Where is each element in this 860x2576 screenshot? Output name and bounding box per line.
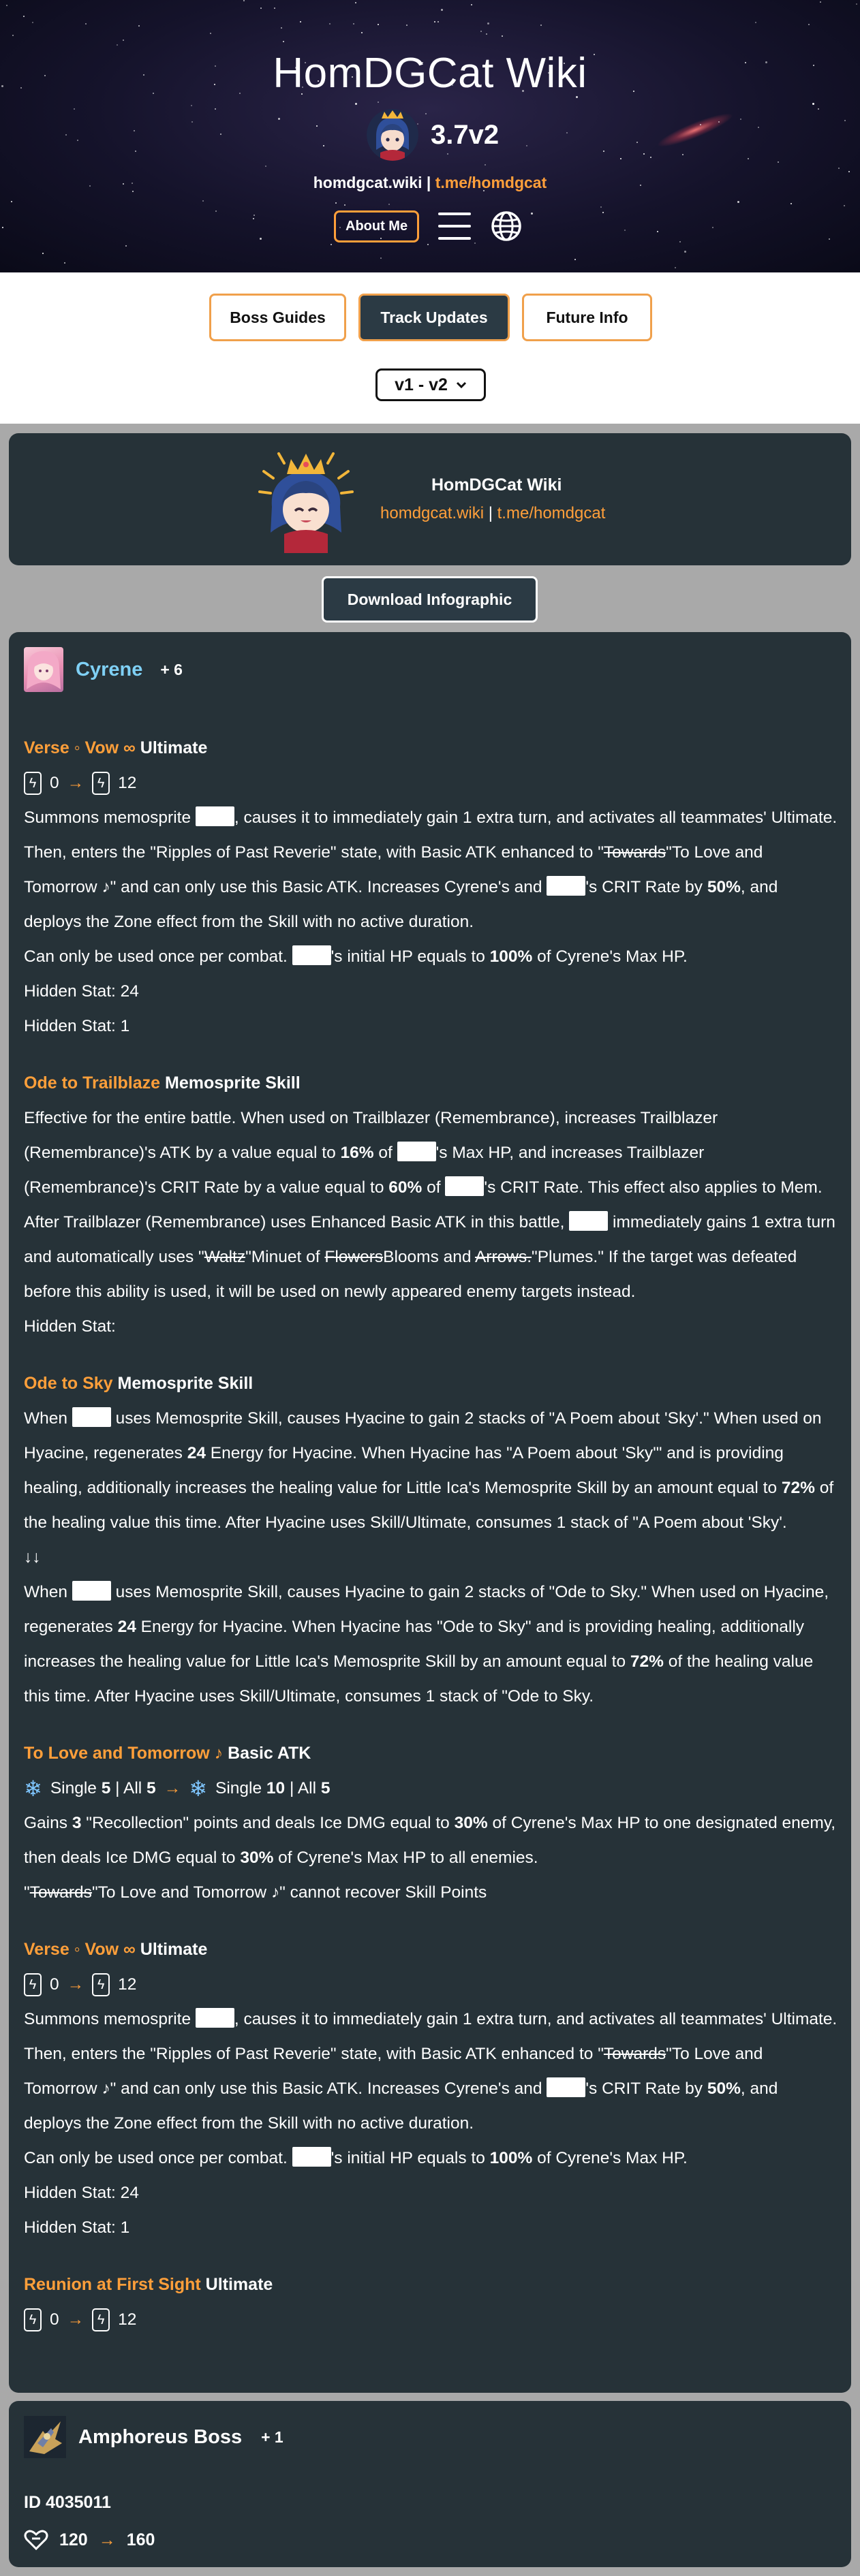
star-decoration — [316, 125, 318, 127]
star-decoration — [838, 168, 840, 169]
star-decoration — [441, 9, 443, 11]
star-decoration — [355, 2, 356, 3]
mascot-image — [251, 444, 360, 553]
star-decoration — [718, 121, 720, 123]
energy-icon: ϟ — [92, 2308, 110, 2331]
nav-area — [0, 272, 860, 424]
hidden-stat: Hidden Stat: 24 — [24, 982, 139, 1001]
star-decoration — [540, 25, 542, 26]
star-decoration — [566, 132, 568, 133]
star-decoration — [361, 32, 363, 33]
ability-title: Ode to Trailblaze Memosprite Skill — [24, 1073, 301, 1093]
star-decoration — [748, 158, 749, 159]
redacted-name — [292, 2147, 331, 2167]
star-decoration — [202, 200, 204, 202]
star-decoration — [23, 16, 25, 17]
ice-icon: ❄ — [189, 1776, 207, 1801]
wiki-banner — [9, 433, 851, 565]
redacted-name — [547, 876, 585, 896]
redacted-name — [397, 1142, 436, 1161]
header-links — [0, 174, 860, 192]
change-arrows: ↓↓ — [24, 1548, 41, 1567]
toughness-change: ❄ Single 5 | All 5 → ❄ Single 10 | All 5 — [24, 1771, 839, 1806]
header-actions — [334, 210, 523, 242]
ability-description: Gains 3 "Recollection" points and deals Ice DMG equal to 30% of Cyrene's Max HP to one designated enemy, then deals Ice DMG equal to 30% of Cyrene's Max HP to all enemies. — [24, 1814, 836, 1867]
star-decoration — [260, 238, 262, 240]
boss-id: ID 4035011 — [24, 2493, 111, 2512]
star-decoration — [700, 124, 701, 125]
tab-track-updates[interactable]: Track Updates — [358, 294, 510, 341]
star-decoration — [650, 157, 651, 158]
boss-portrait-icon — [24, 2416, 66, 2458]
character-portrait-icon — [24, 647, 63, 692]
hidden-stat: Hidden Stat: 1 — [24, 1017, 130, 1035]
star-decoration — [378, 101, 379, 103]
star-decoration — [74, 108, 75, 110]
star-decoration — [755, 22, 756, 23]
redacted-name — [196, 2008, 234, 2028]
star-decoration — [712, 227, 713, 228]
star-decoration — [471, 4, 472, 5]
star-decoration — [335, 202, 337, 204]
change-count: + 1 — [261, 2428, 283, 2446]
banner-title: HomDGCat Wiki — [431, 475, 562, 494]
version-select-value: v1 - v2 — [395, 375, 448, 394]
link-separator: | — [422, 174, 435, 191]
ability-description: Can only be used once per combat. 's initial HP equals to 100% of Cyrene's Max HP. — [24, 2141, 839, 2176]
energy-change: ϟ 0 → ϟ 12 — [24, 766, 839, 800]
ability-description: "Towards"To Love and Tomorrow ♪" cannot recover Skill Points — [24, 1883, 487, 1902]
ability-description: Can only be used once per combat. 's initial HP equals to 100% of Cyrene's Max HP. — [24, 939, 839, 974]
star-decoration — [682, 154, 684, 155]
energy-icon: ϟ — [24, 772, 42, 795]
ability-title: Reunion at First Sight Ultimate — [24, 2275, 273, 2294]
star-decoration — [531, 213, 533, 215]
tab-boss-guides[interactable]: Boss Guides — [209, 294, 346, 341]
star-decoration — [427, 244, 429, 245]
redacted-name — [547, 2077, 585, 2097]
star-decoration — [829, 238, 830, 240]
star-decoration — [502, 35, 503, 37]
star-decoration — [283, 41, 284, 42]
site-header — [0, 0, 860, 272]
ability-title: Verse ◦ Vow ∞ Ultimate — [24, 738, 208, 757]
ability-description: Summons memosprite , causes it to immediately gain 1 extra turn, and activates all teammates' Ultimate. Then, enters the "Ripples of Past Reverie" state, with Basic ATK enhanced to "Towards"To Love and Tomorrow ♪" and can only use this Basic ATK. Increases Cyrene's and 's CRIT Rate by 50%, and deploys the Zone effect from the Skill with no active duration. — [24, 2002, 839, 2141]
star-decoration — [260, 7, 262, 9]
star-decoration — [2, 227, 3, 228]
star-decoration — [844, 205, 845, 206]
star-decoration — [437, 21, 439, 22]
ability-description: Summons memosprite , causes it to immediately gain 1 extra turn, and activates all teammates' Ultimate. Then, enters the "Ripples of Past Reverie" state, with Basic ATK enhanced to "Towards"To Love and Tomorrow ♪" and can only use this Basic ATK. Increases Cyrene's and 's CRIT Rate by 50%, and deploys the Zone effect from the Skill with no active duration. — [24, 800, 839, 939]
star-decoration — [138, 25, 140, 27]
star-decoration — [684, 251, 686, 253]
star-decoration — [11, 201, 12, 202]
hidden-stat: Hidden Stat: — [24, 1317, 116, 1336]
star-decoration — [485, 164, 486, 166]
star-decoration — [331, 244, 332, 245]
ability-title: Ode to Sky Memosprite Skill — [24, 1374, 254, 1393]
site-link[interactable]: homdgcat.wiki — [313, 174, 423, 191]
star-decoration — [134, 130, 135, 131]
star-decoration — [265, 166, 266, 167]
star-decoration — [643, 153, 645, 155]
version-select[interactable] — [375, 368, 486, 401]
avatar — [367, 109, 418, 161]
star-decoration — [191, 121, 193, 123]
arrow-icon: → — [67, 774, 85, 792]
ability-title: To Love and Tomorrow ♪ Basic ATK — [24, 1744, 311, 1763]
star-decoration — [243, 0, 245, 1]
star-decoration — [740, 119, 741, 120]
star-decoration — [818, 108, 819, 110]
star-decoration — [65, 134, 67, 136]
star-decoration — [32, 22, 33, 23]
star-decoration — [323, 145, 324, 146]
boss-header — [24, 2416, 283, 2458]
tab-future-info[interactable]: Future Info — [522, 294, 652, 341]
star-decoration — [344, 204, 345, 206]
star-decoration — [820, 1, 821, 3]
star-decoration — [600, 206, 602, 208]
redacted-name — [569, 1211, 608, 1231]
ice-icon: ❄ — [24, 1776, 42, 1801]
star-decoration — [603, 151, 604, 152]
star-decoration — [6, 5, 7, 6]
energy-icon: ϟ — [24, 1973, 42, 1996]
ability-description-new: When uses Memosprite Skill, causes Hyacine to gain 2 stacks of "Ode to Sky." When used on Hyacine, regenerates 24 Energy for Hyacine. When Hyacine has "Ode to Sky" and is providing healing, additionally increases the healing value for Little Ica's Memosprite Skill by an amount equal to 72% of the healing value this time. After Hyacine uses Skill/Ultimate, consumes 1 stack of "Ode to Sky. — [24, 1575, 839, 1714]
hamburger-menu-icon[interactable] — [438, 213, 471, 240]
star-decoration — [135, 151, 136, 152]
banner-site-link[interactable]: homdgcat.wiki — [380, 504, 485, 522]
star-decoration — [856, 3, 857, 5]
star-decoration — [474, 242, 476, 244]
ability-title: Verse ◦ Vow ∞ Ultimate — [24, 1940, 208, 1959]
energy-icon: ϟ — [92, 1973, 110, 1996]
star-decoration — [123, 40, 124, 41]
character-name[interactable]: Cyrene — [76, 658, 143, 680]
site-title: HomDGCat Wiki — [273, 50, 587, 97]
arrow-icon: → — [67, 1975, 85, 1994]
star-decoration — [758, 127, 759, 128]
redacted-name — [72, 1581, 111, 1601]
boss-name[interactable]: Amphoreus Boss — [78, 2425, 243, 2448]
star-decoration — [388, 204, 390, 205]
star-decoration — [329, 23, 331, 25]
star-decoration — [434, 21, 435, 22]
star-decoration — [812, 103, 814, 105]
star-decoration — [808, 24, 810, 25]
heart-icon — [24, 2529, 48, 2551]
redacted-name — [196, 806, 234, 826]
banner-link-separator: | — [484, 504, 497, 522]
star-decoration — [220, 133, 221, 135]
star-decoration — [602, 212, 604, 213]
chevron-down-icon — [456, 381, 467, 389]
star-decoration — [526, 145, 527, 146]
arrow-icon: → — [98, 2530, 116, 2549]
hp-change — [24, 2529, 155, 2551]
star-decoration — [12, 35, 14, 36]
star-decoration — [844, 120, 846, 121]
star-decoration — [486, 33, 487, 35]
star-decoration — [85, 23, 87, 25]
star-decoration — [42, 253, 44, 254]
star-decoration — [210, 33, 211, 34]
star-decoration — [657, 231, 658, 232]
ability-list — [24, 731, 839, 2337]
hidden-stat: Hidden Stat: 24 — [24, 2184, 139, 2202]
star-decoration — [353, 23, 354, 25]
character-header — [24, 647, 183, 692]
star-decoration — [253, 218, 254, 219]
star-decoration — [254, 215, 255, 216]
star-decoration — [117, 44, 118, 46]
star-decoration — [300, 21, 301, 22]
ability-description: Effective for the entire battle. When used on Trailblazer (Remembrance), increases Trailblazer (Remembrance)'s ATK by a value equal to 16% of 's Max HP, and increases Trailblazer (Remembrance)'s CRIT Rate by a value equal to 60% of 's CRIT Rate. This effect also applies to Mem. After Trailblazer (Remembrance) uses Enhanced Basic ATK in this battle, immediately gains 1 extra turn and automatically uses "Waltz"Minuet of FlowersBlooms and Arrows."Plumes." If the target was defeated before this ability is used, it will be used on newly appeared enemy targets instead. — [24, 1109, 835, 1301]
redacted-name — [445, 1176, 484, 1196]
telegram-link[interactable]: t.me/homdgcat — [435, 174, 547, 191]
star-decoration — [215, 108, 216, 110]
star-decoration — [191, 105, 192, 106]
star-decoration — [679, 241, 681, 242]
version-area — [367, 109, 499, 161]
about-me-button[interactable]: About Me — [334, 210, 419, 242]
boss-panel — [9, 2401, 851, 2567]
hp-from: 120 — [59, 2530, 88, 2549]
arrow-icon: → — [164, 1779, 181, 1797]
banner-links — [380, 504, 605, 523]
star-decoration — [620, 158, 621, 159]
energy-change: ϟ 0 → ϟ 12 — [24, 1967, 839, 2002]
star-decoration — [675, 267, 676, 268]
change-count: + 6 — [160, 660, 183, 678]
redacted-name — [72, 1407, 111, 1427]
star-decoration — [215, 210, 217, 212]
energy-change: ϟ 0 → ϟ 12 — [24, 2302, 839, 2337]
character-panel — [9, 632, 851, 2393]
hp-to: 160 — [126, 2530, 155, 2549]
star-decoration — [125, 245, 127, 247]
star-decoration — [790, 203, 792, 204]
star-decoration — [274, 7, 275, 9]
star-decoration — [487, 22, 489, 25]
star-decoration — [355, 103, 357, 105]
hidden-stat: Hidden Stat: 1 — [24, 2218, 130, 2237]
banner-telegram-link[interactable]: t.me/homdgcat — [497, 504, 606, 522]
star-decoration — [378, 24, 379, 25]
comet-decoration — [654, 108, 736, 152]
star-decoration — [778, 161, 779, 163]
energy-icon: ϟ — [92, 772, 110, 795]
star-decoration — [480, 31, 482, 32]
redacted-name — [292, 945, 331, 965]
star-decoration — [636, 142, 638, 143]
ability-description-old: When uses Memosprite Skill, causes Hyacine to gain 2 stacks of "A Poem about 'Sky'." When used on Hyacine, regenerates 24 Energy for Hyacine. When Hyacine has "A Poem about 'Sky'" and is providing healing, additionally increases the healing value for Little Ica's Memosprite Skill by an amount equal to 72% of the healing value this time. After Hyacine uses Skill/Ultimate, consumes 1 stack of "A Poem about 'Sky'. — [24, 1401, 839, 1540]
version-label: 3.7v2 — [431, 119, 500, 150]
star-decoration — [77, 140, 78, 141]
star-decoration — [574, 259, 576, 260]
star-decoration — [848, 171, 850, 172]
star-decoration — [64, 262, 65, 264]
main-tabs — [209, 294, 652, 341]
arrow-icon: → — [67, 2310, 85, 2329]
star-decoration — [624, 230, 626, 231]
star-decoration — [380, 257, 382, 259]
energy-icon: ϟ — [24, 2308, 42, 2331]
star-decoration — [281, 27, 282, 29]
star-decoration — [278, 118, 280, 120]
star-decoration — [737, 201, 739, 203]
globe-icon[interactable] — [490, 210, 523, 242]
star-decoration — [406, 25, 408, 26]
download-infographic-button[interactable]: Download Infographic — [322, 576, 538, 623]
